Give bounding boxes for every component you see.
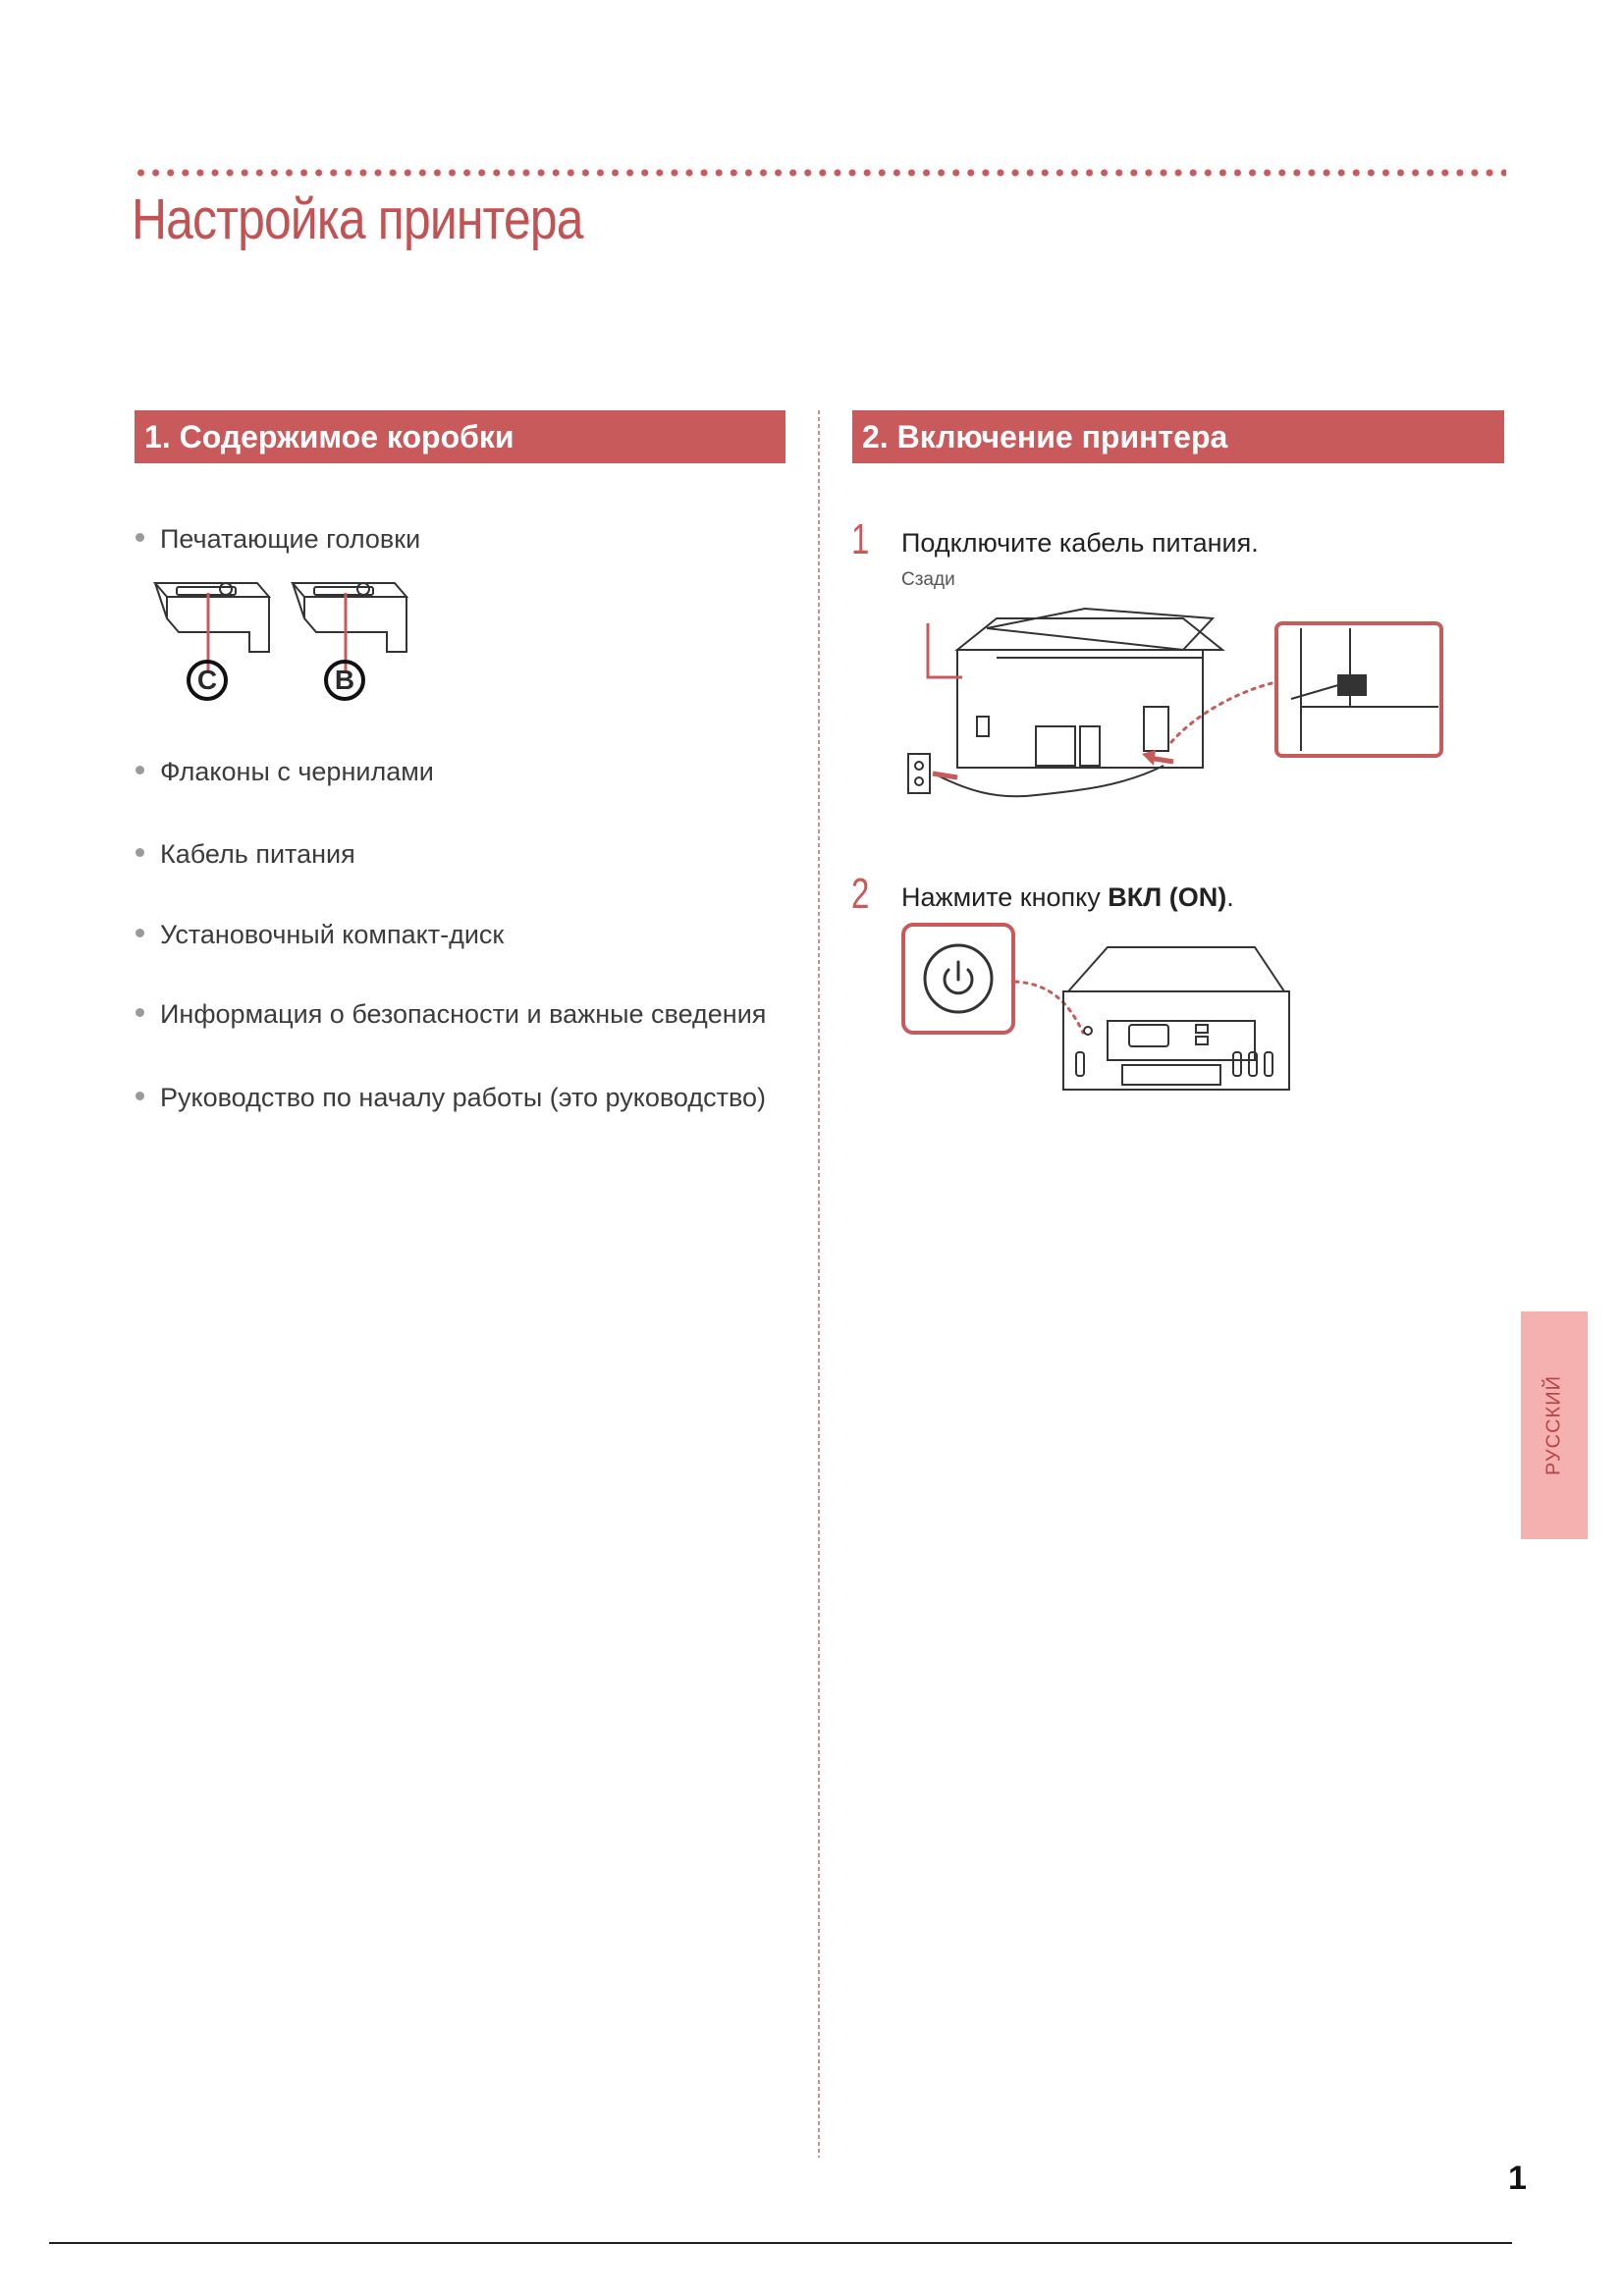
footer-rule [49,2242,1512,2244]
printhead-c-drawing [155,583,269,652]
list-item [135,999,766,1030]
step-2-text-prefix: Нажмите кнопку [901,882,1109,912]
bullet-icon [135,1092,144,1100]
list-item-label: Установочный компакт-диск [160,920,505,949]
bullet-icon [135,533,144,542]
list-item-label: Кабель питания [160,839,355,869]
page-title: Настройка принтера [132,187,583,251]
printer-front [1063,947,1289,1090]
list-item [135,757,434,787]
step-2-text [901,882,1234,913]
list-item [135,1083,766,1113]
page-number: 1 [1508,2160,1527,2197]
step-1-sublabel: Сзади [901,569,955,590]
list-item-label: Флаконы с чернилами [160,757,434,786]
step-2-text-bold: ВКЛ (ON) [1108,882,1227,912]
step-2-text-suffix: . [1226,882,1234,912]
list-item-label: Печатающие головки [160,524,421,554]
step-2-number: 2 [851,870,870,918]
power-cable-illustration [889,589,1448,825]
title-dotted-rule [134,168,1506,178]
section-2-heading: 2. Включение принтера [852,410,1504,463]
bullet-icon [135,1008,144,1017]
step-1-number: 1 [851,515,870,563]
list-item-label: Руководство по началу работы (это руководство) [160,1083,767,1112]
power-button-illustration [901,923,1363,1099]
language-tab-label: РУССКИЙ [1543,1375,1565,1475]
bullet-icon [135,929,144,937]
list-item [135,920,504,950]
list-item-label: Информация о безопасности и важные сведения [160,999,767,1029]
language-tab [1521,1311,1588,1539]
bullet-icon [135,766,144,774]
printhead-c-label: C [187,660,228,701]
list-item [135,524,420,555]
power-icon [945,962,972,993]
printhead-b-drawing [293,583,406,652]
bullet-icon [135,848,144,857]
printhead-b-label: B [324,660,365,701]
wall-outlet [908,754,930,793]
section-1-heading: 1. Содержимое коробки [135,410,785,463]
step-1-text: Подключите кабель питания. [901,528,1259,558]
column-divider [818,410,820,2158]
list-item [135,839,355,870]
